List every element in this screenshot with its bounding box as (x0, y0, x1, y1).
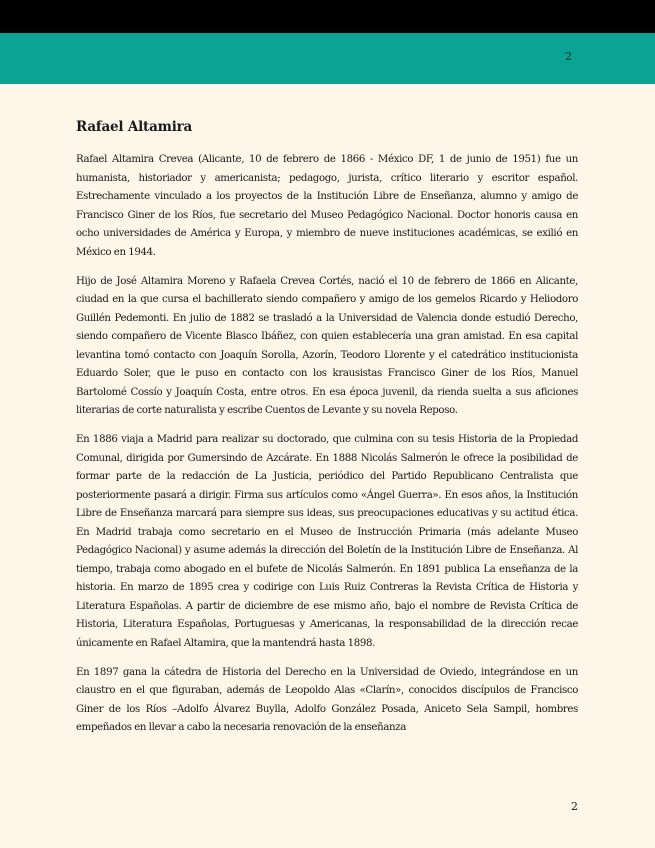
paragraph-1: Rafael Altamira Crevea (Alicante, 10 de febrero de 1866 - México DF, 1 de junio de 1951) fue un humanista, historiador y americanista; pedagogo, jurista, crítico literario y escritor español. Estrechamente vinculado a los proyectos de la Institución Libre de Enseñanza, alumno y amigo de Francisco Giner de los Ríos, fue secretario del Museo Pedagógico Nacional. Doctor honoris causa en ocho universidades de América y Europa, y miembro de nueve instituciones académicas, se exilió en México en 1944. (76, 154, 578, 258)
article-title: Rafael Altamira (76, 119, 193, 135)
paragraph-3: En 1886 viaja a Madrid para realizar su doctorado, que culmina con su tesis Historia de la Propiedad Comunal, dirigida por Gumersindo de Azcárate. En 1888 Nicolás Salmerón le ofrece la posibilidad de formar parte de la redacción de La Justicia, periódico del Partido Republicano Centralista que posteriormente pasará a dirigir. Firma sus artículos como «Ángel Guerra». En esos años, la Institución Libre de Enseñanza marcará para siempre sus ideas, sus preocupaciones educativas y su actitud ética. En Madrid trabaja como secretario en el Museo de Instrucción Primaria (más adelante Museo Pedagógico Nacional) y asume además la dirección del Boletín de la Institución Libre de Enseñanza. Al tiempo, trabaja como abogado en el bufete de Nicolás Salmerón. En 1891 publica La enseñanza de la historia. En marzo de 1895 crea y codirige con Luis Ruiz Contreras la Revista Crítica de Historia y Literatura Españolas. A partir de diciembre de ese mismo año, bajo el nombre de Revista Crítica de Historia, Literatura Españolas, Portuguesas y Americanas, la responsabilidad de la dirección recae únicamente en Rafael Altamira, que la mantendrá hasta 1898. (76, 434, 578, 649)
top-black-bar (0, 0, 655, 33)
footer-page-number: 2 (571, 800, 578, 813)
paragraph-2: Hijo de José Altamira Moreno y Rafaela Crevea Cortés, nació el 10 de febrero de 1866 en Alicante, ciudad en la que cursa el bachillerato siendo compañero y amigo de los gemelos Ricardo y Heliodoro Guillén Pedemonti. En julio de 1882 se trasladó a la Universidad de Valencia donde estudió Derecho, siendo compañero de Vicente Blasco Ibáñez, con quien establecería una gran amistad. En esa capital levantina tomó contacto con Joaquín Sorolla, Azorín, Teodoro Llorente y el catedrático institucionista Eduardo Soler, que le puso en contacto con los krausistas Francisco Giner de los Ríos, Manuel Bartolomé Cossío y Joaquín Costa, entre otros. En esa época juvenil, da rienda suelta a sus aficiones literarias de corte naturalista y escribe Cuentos de Levante y su novela Reposo. (76, 275, 578, 416)
header-page-number: 2 (565, 50, 572, 63)
header-band (0, 33, 655, 84)
article-body (76, 118, 578, 748)
paragraph-4: En 1897 gana la cátedra de Historia del Derecho en la Universidad de Oviedo, integrándose en un claustro en el que figuraban, además de Leopoldo Alas «Clarín», conocidos discípulos de Francisco Giner de los Ríos –Adolfo Álvarez Buylla, Adolfo González Posada, Aniceto Sela Sampil, hombres empeñados en llevar a cabo la necesaria renovación de la enseñanza (76, 666, 578, 733)
